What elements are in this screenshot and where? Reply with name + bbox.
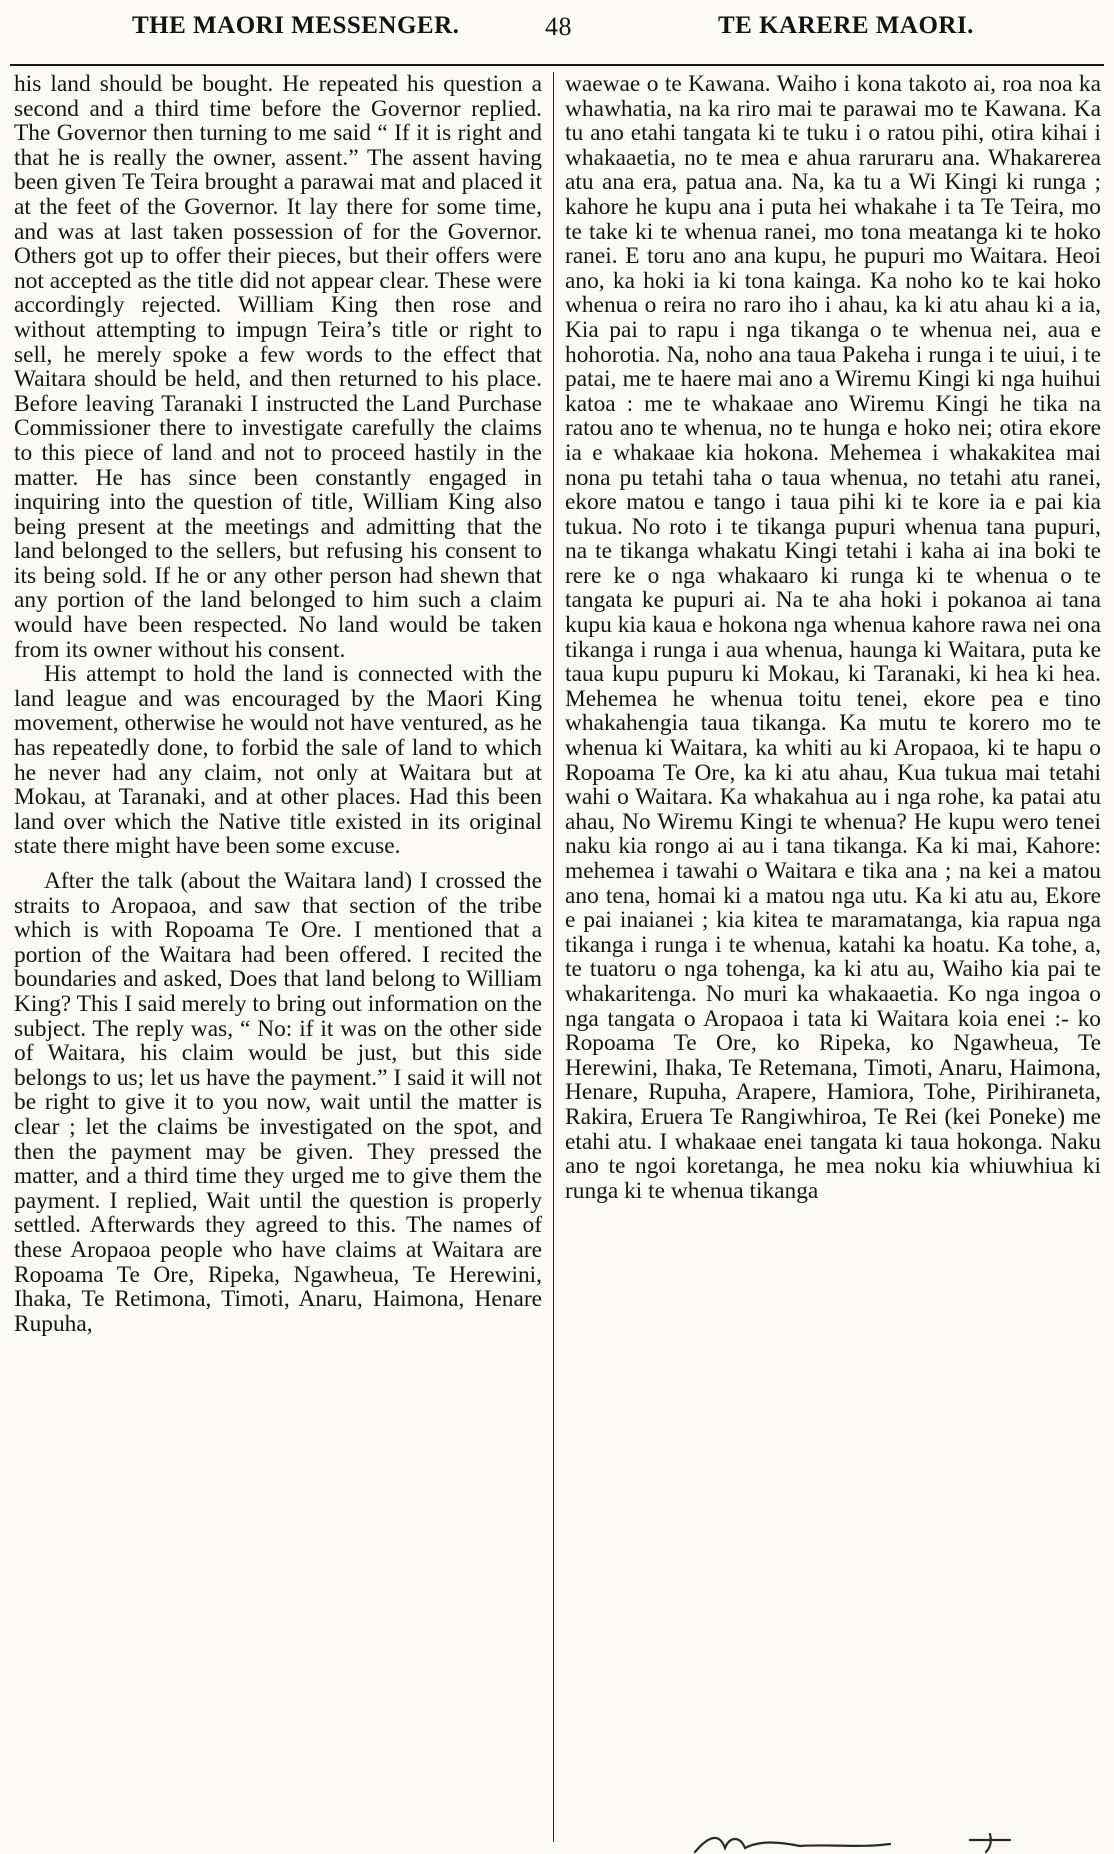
english-column [14,72,542,1336]
english-running-title: THE MAORI MESSENGER. [132,12,460,39]
header-rule [10,64,1104,66]
maori-column [565,72,1101,1203]
page-number: 48 [545,12,572,41]
english-paragraph: After the talk (about the Waitara land) I crossed the straits to Aropaoa, and saw that section of the tribe which is with Ropoama Te Ore. I mentioned that a portion of the Waitara had been offered. I recited the boundaries and asked, Does that land belong to William King? This I said merely to bring out information on the subject. The reply was, “ No: if it was on the other side of Waitara, his claim would be just, but this side belongs to us; let us have the payment.” I said it will not be right to give it to you now, wait until the matter is clear ; let the claims be investigated on the spot, and then the payment may be given. They pressed the matter, and a third time they urged me to give them the payment. I replied, Wait until the question is properly settled. Afterwards they agreed to this. The names of these Aropaoa people who have claims at Waitara are Ropoama Te Ore, Ripeka, Ngawheua, Te Herewini, Ihaka, Te Retimona, Timoti, Anaru, Haimona, Henare Rupuha, [14,868,542,1337]
handwritten-signature [690,1830,1110,1854]
english-paragraph: his land should be bought. He repeated his question a second and a third time before the Governor replied. The Governor then turning to me said “ If it is right and that he is really the owner, assent.” The assent having been given Te Teira brought a parawai mat and placed it at the feet of the Governor. It lay there for some time, and was at last taken possession of for the Governor. Others got up to offer their pieces, but their offers were not accepted as the title did not appear clear. These were accordingly rejected. William King then rose and without attempting to impugn Teira’s title or right to sell, he merely spoke a few words to the effect that Waitara should be held, and then returned to his place. Before leaving Taranaki I instructed the Land Purchase Commissioner there to investigate carefully the claims to this piece of land and not to proceed hastily in the matter. He has since been constantly engaged in inquiring into the question of title, William King also being present at the meetings and admitting that the land belonged to the sellers, but refusing his consent to its being sold. If he or any other person had shewn that any portion of the land belonged to him such a claim would have been respected. No land would be taken from its owner without his consent. [14,71,542,663]
running-header [0,0,1114,64]
maori-paragraph: waewae o te Kawana. Waiho i kona takoto ai, roa noa ka whawhatia, na ka riro mai te parawai mo te Kawana. Ka tu ano etahi tangata ki te tuku i o ratou pihi, otira kihai i whakaaetia, no te mea e ahua raruraru ana. Whakarerea atu ana era, patua ana. Na, ka tu a Wi Kingi ki runga ; kahore he kupu ana i puta hei whakahe i ta Te Teira, mo te take ki te whenua ranei, mo tona meatanga ki te hoko ranei. E toru ano ana kupu, he pupuri mo Waitara. Heoi ano, ka hoki ia ki tona kainga. Ka noho ko te kai hoko whenua o reira no raro iho i ahau, ka ki atu ahau ki a ia, Kia pai to rapu i nga tikanga o te whenua nei, aua e hohorotia. Na, noho ana taua Pakeha i runga i te uiui, i te patai, me te haere mai ano a Wiremu Kingi ki nga huihui katoa : me te whakaae ano Wiremu Kingi he tika na ratou ano te whenua, no te hunga e hoko nei; otira ekore ia e whakaae kia hokona. Mehemea i whakakitea mai nona pu tetahi taha o taua whenua, no tetahi atu ranei, ekore matou e tango i taua pihi ki te kore ia e pai kia tukua. No roto i te tikanga pupuri whenua tana pupuri, na te tikanga whakatu Kingi tetahi i kaha ai ina boki te rere ke o nga whakaaro ki runga ki te whenua o te tangata ke pupuri ai. Na te aha hoki i pokanoa ai tana kupu kia kaua e hokona nga whenua kahore rawa nei ona tikanga i runga i aua whenua, haunga ki Waitara, puta ke taua kupu pupuru ki Mokau, ki Taranaki, ki hea ki hea. Mehemea he whenua toitu tenei, ekore pea e tino whakahengia taua tikanga. Ka mutu te korero mo te whenua ki Waitara, ka whiti au ki Aropaoa, ki te hapu o Ropoama Te Ore, ka ki atu ahau, Kua tukua mai tetahi wahi o Waitara. Ka whakahua au i nga rohe, ka patai atu ahau, No Wiremu Kingi te whenua? He kupu wero tenei naku kia rongo ai au i tana tikanga. Ka ki mai, Kahore: mehemea i tawahi o Waitara e tika ana ; na kei a matou ano tena, homai ki a matou nga utu. Ka ki atu au, Ekore e pai inaianei ; kia kitea te maramatanga, kia rapua nga tikanga i runga i te whenua, katahi ka hoatu. Ka tohe, a, te tuatoru o nga tohenga, ka ki atu au, Waiho kia pai te whakaritenga. No muri ka whakaaetia. Ko nga ingoa o nga tangata o Aropaoa i tata ki Waitara koia enei :- ko Ropoama Te Ore, ko Ripeka, ko Ngawheua, Te Herewini, Ihaka, Te Retemana, Timoti, Anaru, Haimona, Henare, Rupuha, Arapere, Hamiora, Tohe, Pirihiraneta, Rakira, Eruera Te Rangiwhiroa, Te Rei (kei Poneke) me etahi atu. I whakaae enei tangata ki taua hokonga. Naku ano te ngoi koretanga, he mea noku kia whiuwhiua ki runga ki te whenua tikanga [565,71,1101,1204]
maori-running-title: TE KARERE MAORI. [718,12,974,39]
column-divider [553,72,554,1842]
english-paragraph: His attempt to hold the land is connected with the land league and was encouraged by the Maori King movement, otherwise he would not have ventured, as he has repeatedly done, to forbid the sale of land to which he never had any claim, not only at Waitara but at Mokau, at Taranaki, and at other places. Had this been land over which the Native title existed in its original state there might have been some excuse. [14,661,542,860]
